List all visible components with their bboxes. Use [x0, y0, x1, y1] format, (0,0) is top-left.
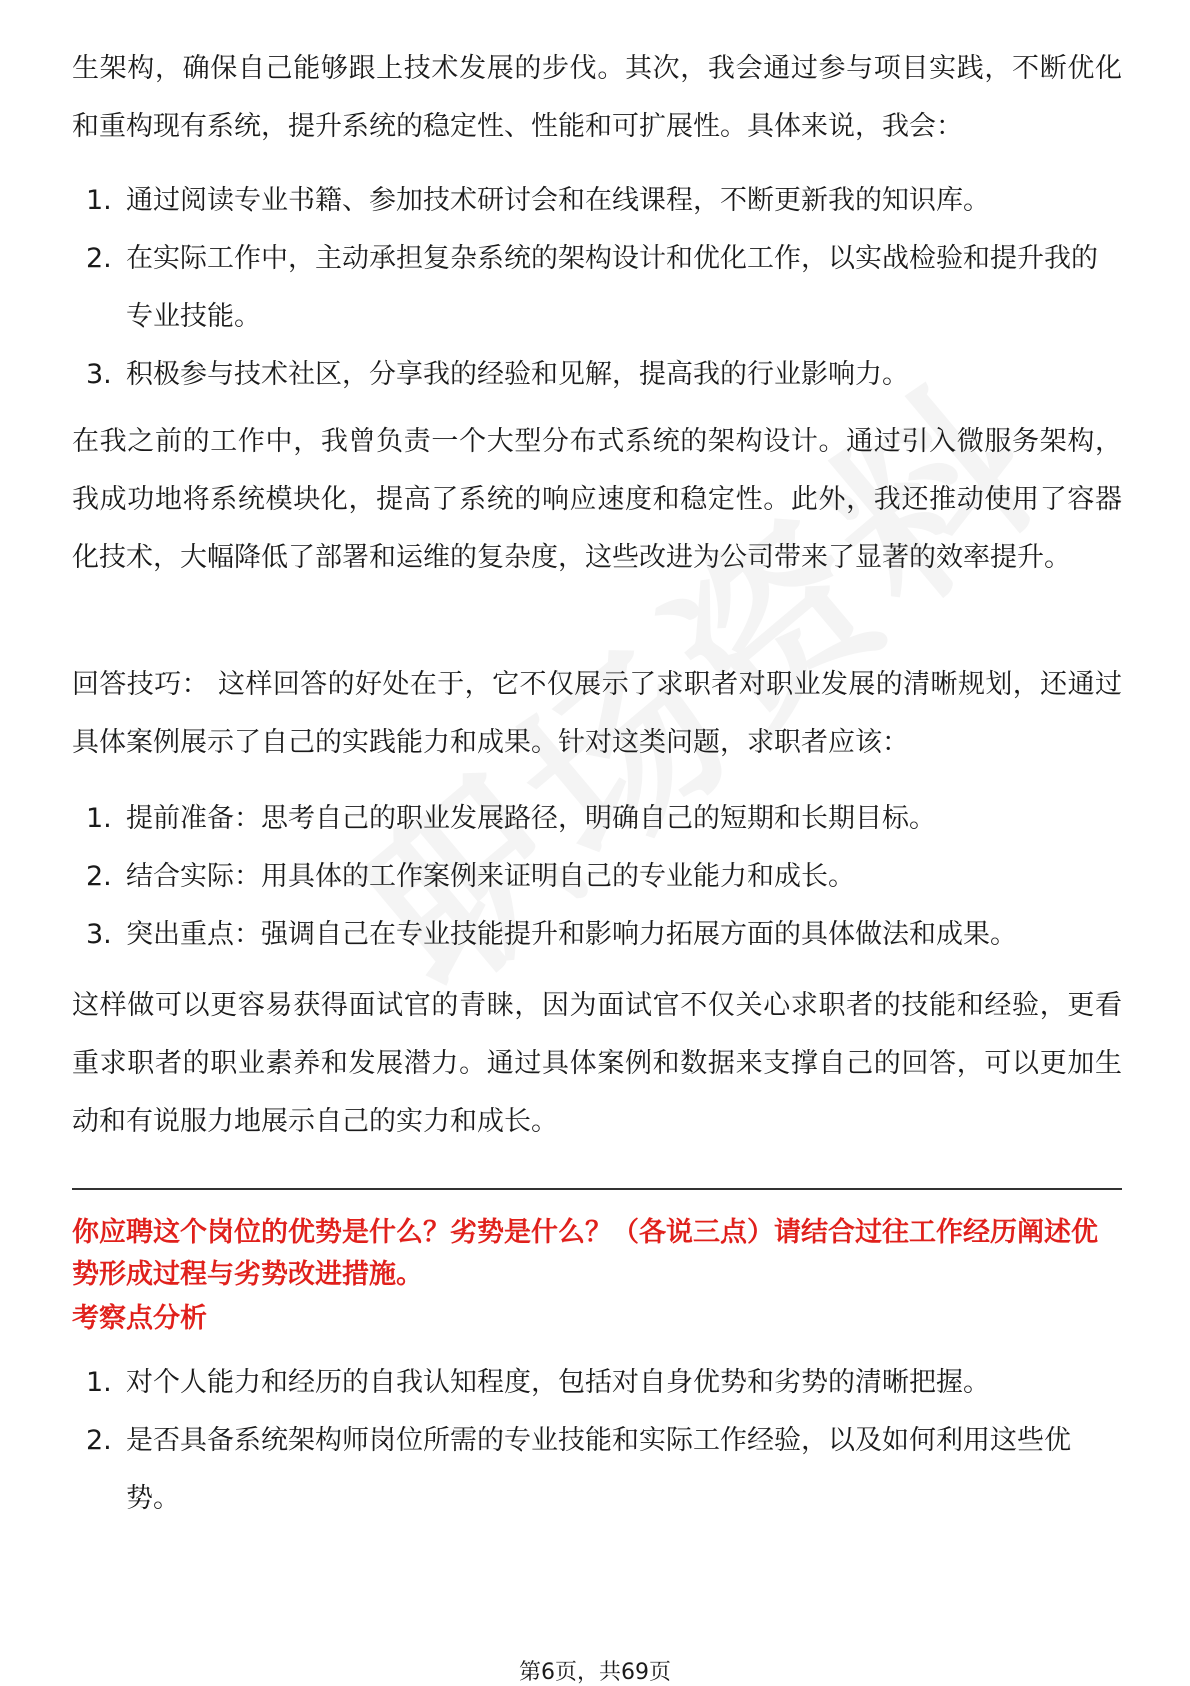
paragraph-intro: 生架构，确保自己能够跟上技术发展的步伐。其次，我会通过参与项目实践，不断优化和重构现有系统，提升系统的稳定性、性能和可扩展性。具体来说，我会： — [72, 53, 1122, 142]
list-item: 2. 在实际工作中，主动承担复杂系统的架构设计和优化工作，以实战检验和提升我的专业技能。 — [86, 243, 1098, 332]
list-item: 2. 是否具备系统架构师岗位所需的专业技能和实际工作经验，以及如何利用这些优势。 — [86, 1425, 1071, 1514]
paragraph-experience: 在我之前的工作中，我曾负责一个大型分布式系统的架构设计。通过引入微服务架构，我成功地将系统模块化，提高了系统的响应速度和稳定性。此外，我还推动使用了容器化技术，大幅降低了部署和运维的复杂度，这些改进为公司带来了显著的效率提升。 — [72, 426, 1122, 573]
list-learning-actions — [72, 172, 1122, 404]
list-item: 1. 提前准备：思考自己的职业发展路径，明确自己的短期和长期目标。 — [86, 803, 936, 834]
list-item: 1. 通过阅读专业书籍、参加技术研讨会和在线课程，不断更新我的知识库。 — [86, 185, 990, 216]
question-heading: 你应聘这个岗位的优势是什么？劣势是什么？（各说三点）请结合过往工作经历阐述优势形成过程与劣势改进措施。 — [72, 1217, 1098, 1290]
list-item: 3. 突出重点：强调自己在专业技能提升和影响力拓展方面的具体做法和成果。 — [86, 919, 1017, 950]
section-divider — [72, 1188, 1122, 1190]
paragraph-answer-tips: 回答技巧： 这样回答的好处在于，它不仅展示了求职者对职业发展的清晰规划，还通过具体案例展示了自己的实践能力和成果。针对这类问题，求职者应该： — [72, 669, 1122, 758]
page-number: 第6页，共69页 — [519, 1660, 671, 1685]
analysis-subheading: 考察点分析 — [72, 1303, 207, 1334]
paragraph-conclusion: 这样做可以更容易获得面试官的青睐，因为面试官不仅关心求职者的技能和经验，更看重求职者的职业素养和发展潜力。通过具体案例和数据来支撑自己的回答，可以更加生动和有说服力地展示自己的实力和成长。 — [72, 990, 1122, 1137]
list-item: 2. 结合实际：用具体的工作案例来证明自己的专业能力和成长。 — [86, 861, 855, 892]
list-analysis-points — [72, 1354, 1122, 1528]
list-tips — [72, 790, 1122, 964]
list-item: 1. 对个人能力和经历的自我认知程度，包括对自身优势和劣势的清晰把握。 — [86, 1367, 990, 1398]
list-item: 3. 积极参与技术社区，分享我的经验和见解，提高我的行业影响力。 — [86, 359, 909, 390]
